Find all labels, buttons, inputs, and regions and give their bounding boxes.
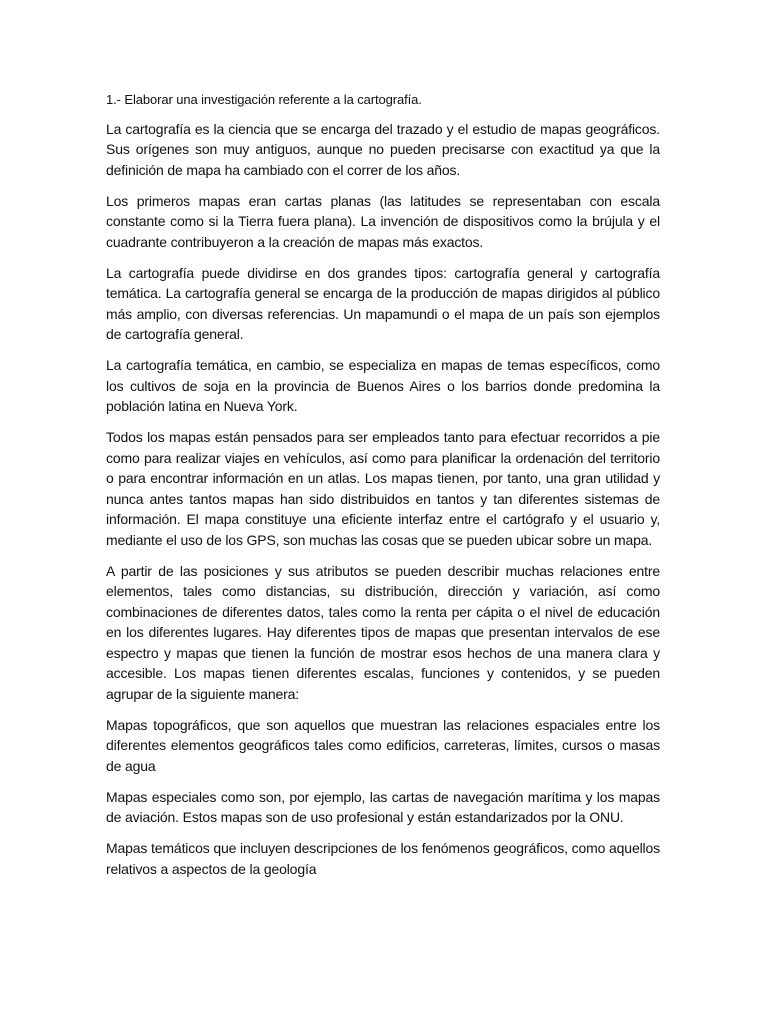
paragraph-intro: La cartografía es la ciencia que se encarga del trazado y el estudio de mapas geográficos. Sus orígenes son muy antiguos, aunque no pueden precisarse con exactitud ya que la definición de mapa ha cambiado con el correr de los años. xyxy=(106,120,660,178)
document-heading: 1.- Elaborar una investigación referente a la cartografía. xyxy=(106,92,422,107)
paragraph-thematic-maps: Mapas temáticos que incluyen descripciones de los fenómenos geográficos, como aquellos relativos a aspectos de la geología xyxy=(106,840,660,877)
document-page xyxy=(106,90,660,890)
paragraph-uses: Todos los mapas están pensados para ser empleados tanto para efectuar recorridos a pie como para realizar viajes en vehículos, así como para planificar la ordenación del territorio o para encontrar información en un atlas. Los mapas tienen, por tanto, una gran utilidad y nunca antes tantos mapas han sido distribuidos en tantos y tan diferentes sistemas de información. El mapa constituye una eficiente interfaz entre el cartógrafo y el usuario y, mediante el uso de los GPS, son muchas las cosas que se pueden ubicar sobre un mapa. xyxy=(106,429,660,548)
paragraph-thematic: La cartografía temática, en cambio, se especializa en mapas de temas específicos, como los cultivos de soja en la provincia de Buenos Aires o los barrios donde predomina la población latina en Nueva York. xyxy=(106,357,660,414)
paragraph-first-maps: Los primeros mapas eran cartas planas (las latitudes se representaban con escala constante como si la Tierra fuera plana). La invención de dispositivos como la brújula y el cuadrante contribuyeron a la creación de mapas más exactos. xyxy=(106,192,660,250)
paragraph-relations: A partir de las posiciones y sus atributos se pueden describir muchas relaciones entre elementos, tales como distancias, su distribución, dirección y variación, así como combinaciones de diferentes datos, tales como la renta per cápita o el nivel de educación en los diferentes lugares. Hay diferentes tipos de mapas que presentan intervalos de ese espectro y mapas que tienen la función de mostrar esos hechos de una manera clara y accesible. Los mapas tienen diferentes escalas, funciones y contenidos, y se pueden agrupar de la siguiente manera: xyxy=(106,562,660,702)
paragraph-special: Mapas especiales como son, por ejemplo, las cartas de navegación marítima y los mapas de aviación. Estos mapas son de uso profesional y están estandarizados por la ONU. xyxy=(106,788,660,825)
paragraph-topographic: Mapas topográficos, que son aquellos que muestran las relaciones espaciales entre los diferentes elementos geográficos tales como edificios, carreteras, límites, cursos o masas de agua xyxy=(106,716,660,774)
paragraph-types: La cartografía puede dividirse en dos grandes tipos: cartografía general y cartografía temática. La cartografía general se encarga de la producción de mapas dirigidos al público más amplio, con diversas referencias. Un mapamundi o el mapa de un país son ejemplos de cartografía general. xyxy=(106,264,660,342)
